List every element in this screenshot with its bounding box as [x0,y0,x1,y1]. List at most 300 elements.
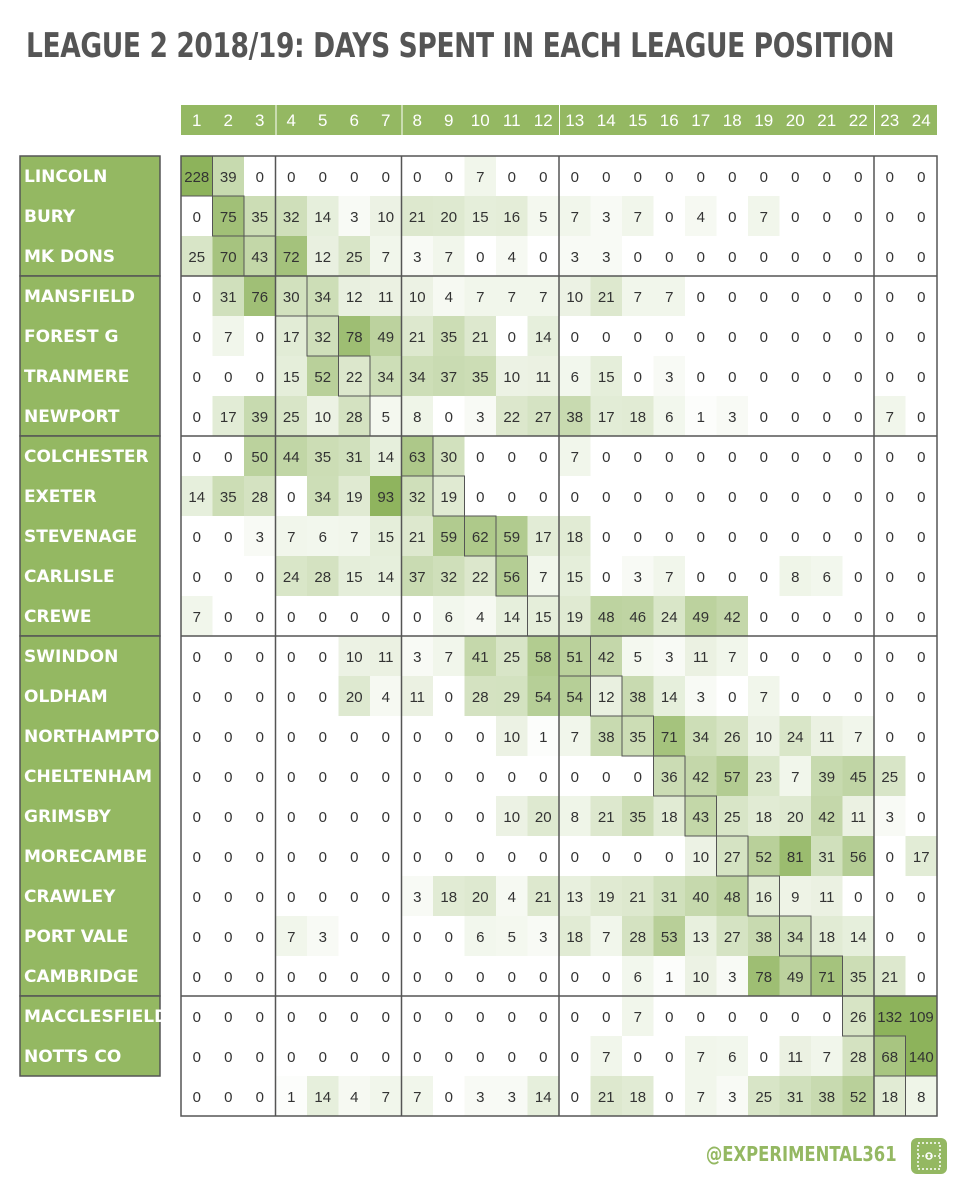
cell-value: 0 [917,369,926,386]
cell-value: 0 [350,929,359,946]
cell-value: 31 [786,1089,804,1106]
cell-value: 0 [192,969,201,986]
cell-value: 0 [759,529,768,546]
cell-value: 0 [854,609,863,626]
cell-value: 3 [602,249,611,266]
cell-value: 0 [759,289,768,306]
cell-value: 0 [854,649,863,666]
cell-value: 10 [408,289,426,306]
cell-value: 0 [854,529,863,546]
column-header-15: 15 [628,111,648,130]
cell-value: 18 [566,529,584,546]
cell-value: 21 [471,329,489,346]
cell-value: 4 [476,609,485,626]
cell-value: 0 [539,169,548,186]
cell-value: 1 [665,969,674,986]
cell-value: 0 [192,889,201,906]
cell-value: 0 [822,449,831,466]
cell-value: 0 [255,1049,264,1066]
cell-value: 39 [219,169,237,186]
column-header-22: 22 [848,111,868,130]
cell-value: 7 [759,689,768,706]
cell-value: 24 [282,569,300,586]
column-header-20: 20 [785,111,805,130]
cell-value: 0 [224,1009,233,1026]
cell-value: 0 [539,849,548,866]
cell-value: 0 [350,889,359,906]
cell-value: 0 [917,209,926,226]
cell-value: 0 [287,729,296,746]
cell-value: 31 [345,449,363,466]
cell-value: 0 [696,329,705,346]
cell-value: 0 [224,849,233,866]
cell-value: 18 [755,809,773,826]
cell-value: 15 [597,369,615,386]
cell-value: 7 [759,209,768,226]
cell-value: 3 [570,249,579,266]
cell-value: 11 [787,1049,804,1066]
cell-value: 0 [287,809,296,826]
cell-value: 38 [566,409,584,426]
cell-value: 4 [444,289,453,306]
cell-value: 0 [917,889,926,906]
cell-value: 0 [885,529,894,546]
cell-value: 0 [696,289,705,306]
cell-value: 0 [287,769,296,786]
cell-value: 42 [597,649,615,666]
cell-value: 0 [822,689,831,706]
cell-value: 14 [377,449,395,466]
cell-value: 38 [597,729,615,746]
cell-value: 7 [696,1089,705,1106]
cell-value: 0 [224,369,233,386]
cell-value: 0 [318,729,327,746]
cell-value: 0 [539,1009,548,1026]
cell-value: 0 [476,849,485,866]
cell-value: 0 [318,969,327,986]
cell-value: 17 [912,849,930,866]
cell-value: 10 [503,729,521,746]
cell-value: 14 [314,1089,332,1106]
cell-value: 0 [885,489,894,506]
cell-value: 0 [696,529,705,546]
cell-value: 48 [597,609,615,626]
cell-value: 0 [854,449,863,466]
team-label: CHELTENHAM [24,767,153,787]
column-header-11: 11 [502,111,521,130]
cell-value: 0 [224,929,233,946]
cell-value: 0 [822,289,831,306]
cell-value: 3 [476,1089,485,1106]
cell-value: 0 [822,369,831,386]
cell-value: 0 [507,849,516,866]
cell-value: 0 [822,209,831,226]
cell-value: 0 [192,449,201,466]
cell-value: 0 [413,609,422,626]
cell-value: 78 [755,969,773,986]
cell-value: 1 [696,409,705,426]
cell-value: 0 [413,1049,422,1066]
cell-value: 7 [224,329,233,346]
cell-value: 0 [665,1009,674,1026]
cell-value: 25 [881,769,899,786]
cell-value: 0 [192,1089,201,1106]
cell-value: 59 [440,529,458,546]
cell-value: 0 [381,929,390,946]
cell-value: 0 [413,969,422,986]
cell-value: 32 [408,489,426,506]
cell-value: 21 [408,329,426,346]
cell-value: 0 [476,1009,485,1026]
cell-value: 3 [665,369,674,386]
cell-value: 0 [728,569,737,586]
cell-value: 0 [917,529,926,546]
cell-value: 59 [503,529,521,546]
cell-value: 0 [854,169,863,186]
cell-value: 0 [633,369,642,386]
column-header-18: 18 [722,111,742,130]
cell-value: 0 [728,1009,737,1026]
cell-value: 4 [696,209,705,226]
cell-value: 7 [476,169,485,186]
cell-value: 11 [377,289,394,306]
cell-value: 0 [791,329,800,346]
cell-value: 0 [854,569,863,586]
cell-value: 0 [507,169,516,186]
cell-value: 0 [917,769,926,786]
cell-value: 0 [224,529,233,546]
cell-value: 7 [539,289,548,306]
cell-value: 28 [314,569,332,586]
cell-value: 0 [192,729,201,746]
cell-value: 34 [314,489,332,506]
cell-value: 54 [534,689,552,706]
cell-value: 109 [908,1009,934,1026]
cell-value: 0 [318,1009,327,1026]
cell-value: 0 [381,169,390,186]
cell-value: 43 [251,249,269,266]
cell-value: 3 [507,1089,516,1106]
cell-value: 10 [503,809,521,826]
cell-value: 21 [534,889,552,906]
cell-value: 0 [822,649,831,666]
cell-value: 0 [413,809,422,826]
cell-value: 78 [345,329,363,346]
cell-value: 14 [377,569,395,586]
cell-value: 0 [507,1049,516,1066]
cell-value: 21 [408,209,426,226]
cell-value: 56 [503,569,521,586]
cell-value: 0 [759,249,768,266]
cell-value: 27 [723,849,741,866]
cell-value: 0 [287,1049,296,1066]
team-label: NEWPORT [24,407,120,427]
column-header-17: 17 [691,111,711,130]
cell-value: 7 [539,569,548,586]
cell-value: 0 [255,809,264,826]
cell-value: 34 [377,369,395,386]
cell-value: 3 [696,689,705,706]
cell-value: 31 [660,889,678,906]
cell-value: 0 [350,1049,359,1066]
cell-value: 0 [224,449,233,466]
cell-value: 0 [885,289,894,306]
cell-value: 5 [507,929,516,946]
cell-value: 5 [381,409,390,426]
cell-value: 21 [881,969,899,986]
cell-value: 4 [507,249,516,266]
cell-value: 7 [633,289,642,306]
cell-value: 0 [381,729,390,746]
cell-value: 0 [885,369,894,386]
cell-value: 7 [287,529,296,546]
cell-value: 0 [539,769,548,786]
cell-value: 7 [444,649,453,666]
team-label: MORECAMBE [24,847,148,867]
cell-value: 0 [885,609,894,626]
cell-value: 0 [570,169,579,186]
cell-value: 7 [885,409,894,426]
cell-value: 0 [444,969,453,986]
cell-value: 3 [602,209,611,226]
cell-value: 12 [345,289,363,306]
cell-value: 0 [917,489,926,506]
cell-value: 7 [602,1049,611,1066]
cell-value: 25 [723,809,741,826]
cell-value: 20 [786,809,804,826]
cell-value: 34 [314,289,332,306]
cell-value: 7 [602,929,611,946]
cell-value: 0 [192,369,201,386]
cell-value: 0 [381,609,390,626]
cell-value: 0 [791,289,800,306]
cell-value: 0 [759,609,768,626]
cell-value: 43 [692,809,710,826]
cell-value: 38 [755,929,773,946]
cell-value: 10 [503,369,521,386]
cell-value: 0 [192,289,201,306]
cell-value: 0 [255,1009,264,1026]
cell-value: 31 [219,289,237,306]
cell-value: 0 [318,769,327,786]
cell-value: 0 [665,329,674,346]
cell-value: 13 [566,889,584,906]
cell-value: 0 [633,329,642,346]
cell-value: 75 [219,209,237,226]
cell-value: 3 [885,809,894,826]
cell-value: 0 [885,649,894,666]
cell-value: 0 [224,1049,233,1066]
cell-value: 0 [476,489,485,506]
cell-value: 0 [885,449,894,466]
cell-value: 35 [440,329,458,346]
cell-value: 7 [570,449,579,466]
cell-value: 7 [350,529,359,546]
cell-value: 14 [660,689,678,706]
cell-value: 14 [188,489,206,506]
cell-value: 3 [665,649,674,666]
cell-value: 15 [282,369,300,386]
cell-value: 0 [759,169,768,186]
cell-value: 0 [759,369,768,386]
column-header-4: 4 [286,111,296,130]
cell-value: 0 [539,489,548,506]
cell-value: 46 [629,609,647,626]
cell-value: 15 [377,529,395,546]
cell-value: 14 [314,209,332,226]
column-header-1: 1 [192,111,202,130]
cell-value: 17 [282,329,300,346]
cell-value: 0 [791,1009,800,1026]
cell-value: 76 [251,289,269,306]
cell-value: 0 [917,609,926,626]
cell-value: 0 [255,689,264,706]
cell-value: 0 [287,969,296,986]
cell-value: 0 [255,929,264,946]
cell-value: 62 [471,529,489,546]
cell-value: 14 [849,929,867,946]
cell-value: 4 [350,1089,359,1106]
cell-value: 17 [534,529,552,546]
cell-value: 7 [728,649,737,666]
cell-value: 0 [255,569,264,586]
cell-value: 35 [471,369,489,386]
cell-value: 0 [665,209,674,226]
cell-value: 0 [318,649,327,666]
cell-value: 7 [570,729,579,746]
cell-value: 10 [755,729,773,746]
cell-value: 52 [849,1089,867,1106]
cell-value: 3 [413,649,422,666]
cell-value: 15 [566,569,584,586]
cell-value: 34 [692,729,710,746]
cell-value: 3 [350,209,359,226]
cell-value: 0 [570,1009,579,1026]
cell-value: 18 [818,929,836,946]
cell-value: 0 [728,449,737,466]
cell-value: 25 [282,409,300,426]
cell-value: 0 [444,729,453,746]
credit-handle[interactable]: @EXPERIMENTAL361 [706,1142,897,1166]
cell-value: 34 [786,929,804,946]
cell-value: 7 [633,1009,642,1026]
cell-value: 0 [917,409,926,426]
cell-value: 42 [818,809,836,826]
cell-value: 0 [917,689,926,706]
cell-value: 0 [255,769,264,786]
cell-value: 63 [408,449,426,466]
cell-value: 15 [534,609,552,626]
cell-value: 3 [255,529,264,546]
cell-value: 0 [854,289,863,306]
cell-value: 0 [822,1009,831,1026]
cell-value: 0 [413,849,422,866]
cell-value: 0 [665,449,674,466]
cell-value: 0 [696,1009,705,1026]
cell-value: 0 [759,1049,768,1066]
cell-value: 93 [377,489,395,506]
cell-value: 0 [192,929,201,946]
cell-value: 18 [629,1089,647,1106]
cell-value: 0 [192,809,201,826]
cell-value: 11 [377,649,394,666]
cell-value: 0 [350,609,359,626]
cell-value: 0 [318,689,327,706]
cell-value: 39 [251,409,269,426]
cell-value: 0 [192,409,201,426]
cell-value: 3 [728,969,737,986]
cell-value: 0 [381,969,390,986]
cell-value: 0 [224,569,233,586]
cell-value: 18 [660,809,678,826]
cell-value: 0 [444,1009,453,1026]
cell-value: 0 [570,329,579,346]
team-label: GRIMSBY [24,807,111,827]
cell-value: 18 [440,889,458,906]
cell-value: 0 [192,689,201,706]
cell-value: 0 [570,769,579,786]
cell-value: 0 [255,889,264,906]
cell-value: 11 [850,809,867,826]
cell-value: 0 [507,489,516,506]
cell-value: 0 [854,329,863,346]
team-label: MK DONS [24,247,116,267]
cell-value: 10 [345,649,363,666]
cell-value: 49 [377,329,395,346]
cell-value: 0 [476,449,485,466]
cell-value: 0 [287,609,296,626]
cell-value: 27 [534,409,552,426]
cell-value: 14 [534,1089,552,1106]
cell-value: 0 [602,1009,611,1026]
cell-value: 0 [444,929,453,946]
team-label: YEOVIL [24,1087,93,1107]
cell-value: 0 [287,889,296,906]
cell-value: 0 [917,649,926,666]
cell-value: 27 [723,929,741,946]
cell-value: 23 [755,769,773,786]
cell-value: 7 [854,729,863,746]
cell-value: 0 [507,329,516,346]
cell-value: 0 [917,569,926,586]
cell-value: 0 [224,609,233,626]
column-header-9: 9 [444,111,454,130]
cell-value: 37 [440,369,458,386]
cell-value: 35 [849,969,867,986]
cell-value: 38 [818,1089,836,1106]
cell-value: 21 [597,809,615,826]
cell-value: 0 [696,569,705,586]
cell-value: 35 [629,729,647,746]
cell-value: 0 [381,769,390,786]
team-label: OLDHAM [24,687,108,707]
cell-value: 0 [822,329,831,346]
cell-value: 0 [192,569,201,586]
cell-value: 0 [539,969,548,986]
pitch-icon [911,1138,947,1174]
cell-value: 0 [759,489,768,506]
cell-value: 0 [728,249,737,266]
cell-value: 0 [854,369,863,386]
cell-value: 37 [408,569,426,586]
cell-value: 3 [728,409,737,426]
cell-value: 22 [345,369,363,386]
cell-value: 0 [192,649,201,666]
cell-value: 0 [444,849,453,866]
cell-value: 13 [692,929,710,946]
cell-value: 28 [849,1049,867,1066]
cell-value: 25 [503,649,521,666]
